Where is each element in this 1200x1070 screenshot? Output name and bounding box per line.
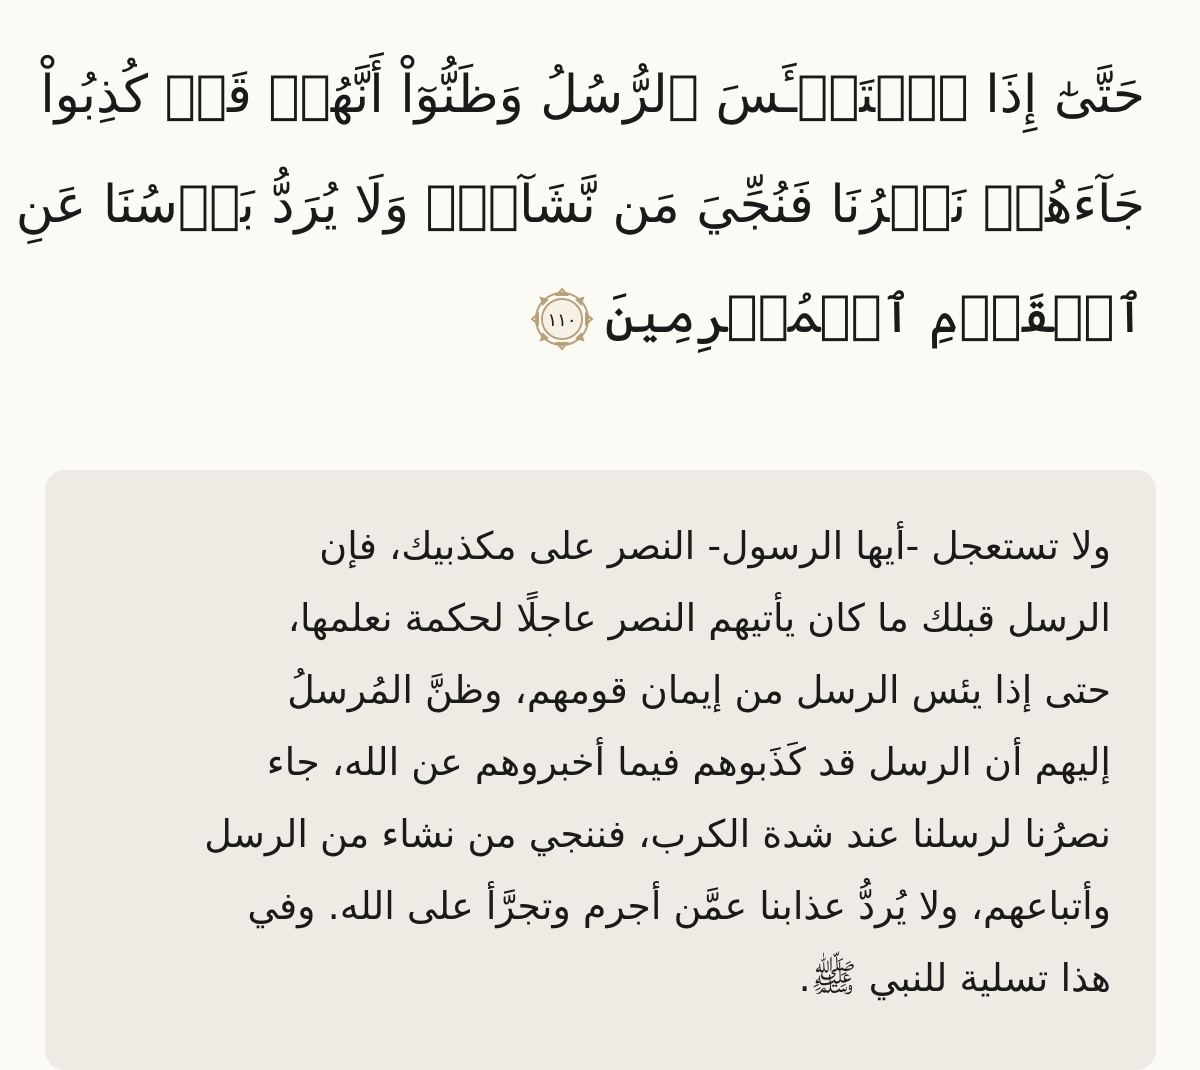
tafsir-card: [45, 470, 1156, 1070]
tafsir-line-3: حتى إذا يئس الرسل من إيمان قومهم، وظنَّ المُرسلُ: [287, 668, 1111, 712]
tafsir-line-2: الرسل قبلك ما كان يأتيهم النصر عاجلًا لحكمة نعلمها،: [287, 596, 1111, 640]
ayah-number: ١١٠: [547, 309, 577, 331]
verse-line-3-text: ٱلۡقَوۡمِ ٱلۡمُجۡرِمِينَ: [604, 285, 1145, 345]
tafsir-line-1: ولا تستعجل -أيها الرسول- النصر على مكذبيك، فإن: [319, 524, 1111, 568]
tafsir-line-5: نصرُنا لرسلنا عند شدة الكرب، فننجي من نشاء من الرسل: [204, 812, 1111, 856]
tafsir-line-6: وأتباعهم، ولا يُردُّ عذابنا عمَّن أجرم وتجرَّأ على الله. وفي: [247, 884, 1111, 928]
tafsir-line-4: إليهم أن الرسل قد كَذَبوهم فيما أخبروهم عن الله، جاء: [266, 740, 1111, 784]
verse-line-1: حَتَّىٰٓ إِذَا ٱسۡتَيۡـَٔسَ ٱلرُّسُلُ وَظَنُّوٓاْ أَنَّهُمۡ قَدۡ كُذِبُواْ: [40, 65, 1145, 125]
verse-line-3: [70, 260, 1145, 370]
tafsir-line-7: هذا تسلية للنبي ﷺ.: [798, 956, 1111, 1000]
verse-line-2: جَآءَهُمۡ نَصۡرُنَا فَنُجِّيَ مَن نَّشَآءُۖ وَلَا يُرَدُّ بَأۡسُنَا عَنِ: [15, 175, 1145, 235]
quran-verse: [15, 40, 1145, 370]
ayah-number-marker-icon: [529, 286, 595, 352]
